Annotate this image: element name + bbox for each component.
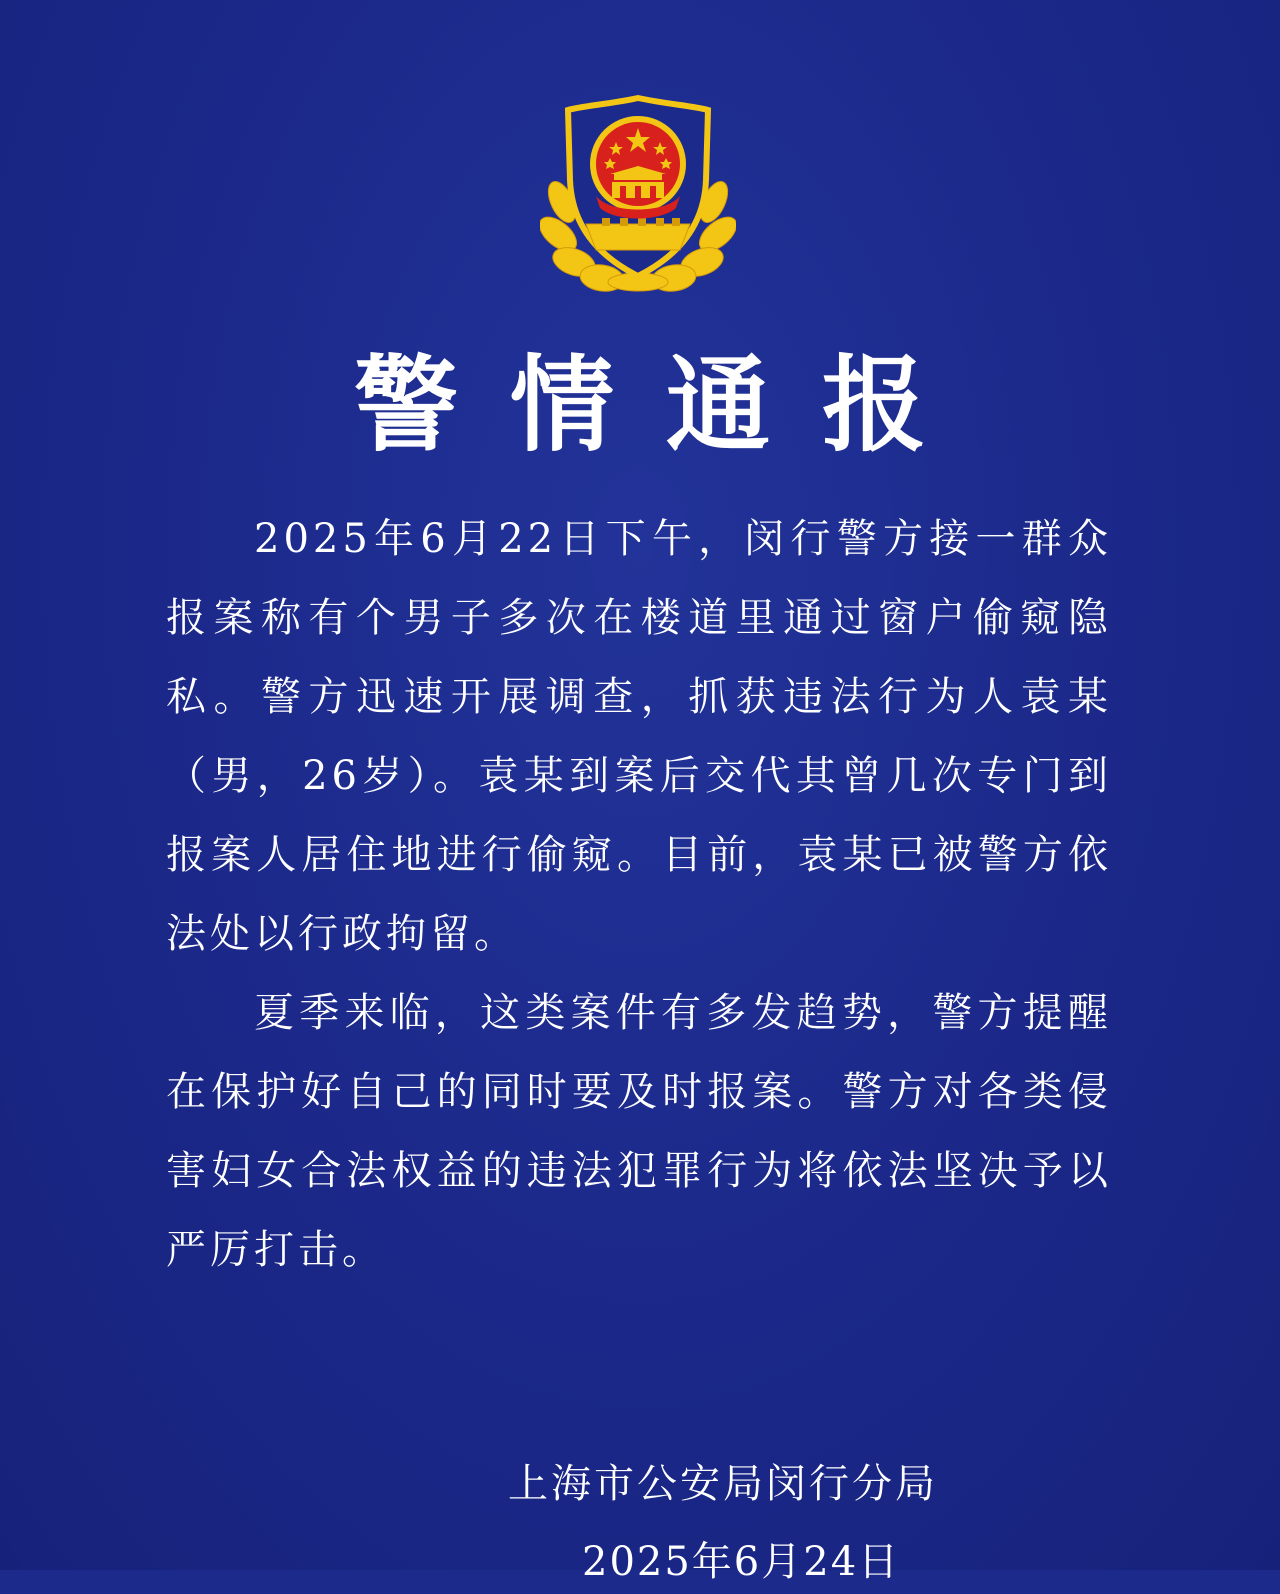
issue-date: 2025年6月24日	[582, 1539, 901, 1585]
body-paragraph-1: 2025年6月22日下午，闵行警方接一群众报案称有个男子多次在楼道里通过窗户偷窥隐私。警方迅速开展调查，抓获违法行为人袁某（男，26岁）。袁某到案后交代其曾几次专门到报案人居住地进行偷窥。目前，袁某已被警方依法处以行政拘留。	[166, 516, 1112, 957]
notice-title: 警情通报	[353, 344, 978, 466]
issuing-organization: 上海市公安局闵行分局	[508, 1461, 938, 1507]
police-emblem-icon	[540, 92, 736, 292]
body-paragraph-2: 夏季来临，这类案件有多发趋势，警方提醒在保护好自己的同时要及时报案。警方对各类侵害妇女合法权益的违法犯罪行为将依法坚决予以严厉打击。	[166, 990, 1112, 1273]
notice-body	[166, 500, 1112, 1290]
